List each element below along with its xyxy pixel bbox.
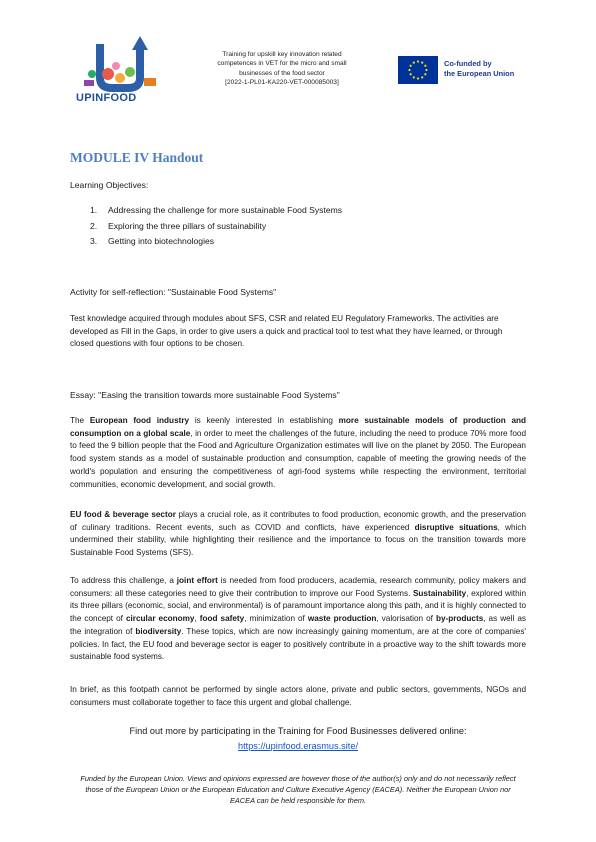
eu-cofunded-badge bbox=[398, 56, 528, 86]
objectives-heading: Learning Objectives: bbox=[70, 180, 149, 190]
project-line: Training for upskill key innovation related bbox=[222, 51, 342, 58]
eu-star-icon bbox=[424, 73, 426, 75]
bold-term: waste production bbox=[307, 614, 377, 624]
eu-star-icon bbox=[417, 60, 419, 62]
eu-star-icon bbox=[424, 65, 426, 67]
eu-star-icon bbox=[417, 77, 419, 79]
bold-term: by-products bbox=[435, 614, 484, 624]
essay-paragraph-1: The European food industry is keenly interested in establishing more sustainable models of production and consumption on a global scale, in order to meet the challenges of the future, including the need to produce 70% more food to feed the 9 billion people that the Food and Agriculture Organization estimates will live on the planet by 2050. The European food system stands as a model of sustainable production and consumption, capable of meeting the growing needs of the world's population and ensuring the competitiveness of agri-food systems while respecting the environment, territorial communities, economic development, and social growth. bbox=[70, 416, 527, 489]
project-line: competences in VET for the micro and small bbox=[217, 60, 347, 68]
bold-term: joint effort bbox=[176, 576, 218, 585]
upinfood-logo-graphic bbox=[70, 30, 175, 92]
bold-term: biodiversity bbox=[135, 626, 182, 636]
list-number: 1. bbox=[90, 205, 98, 215]
eu-star-icon bbox=[421, 76, 423, 78]
cta-text: Find out more by participating in the Training for Food Businesses delivered online: bbox=[129, 726, 467, 736]
bold-term: more sustainable models of production and consumption on a global scale bbox=[70, 416, 527, 438]
eu-star-icon bbox=[410, 73, 412, 75]
eu-flag-icon bbox=[398, 56, 438, 84]
funding-disclaimer: Funded by the European Union. Views and opinions expressed are however those of the author(s) only and do not necessarily reflect those of the European Union or the European Education and Culture Executive Agency (EACEA). Neither the European Union nor EACEA can be held responsible for them. bbox=[80, 774, 516, 805]
list-text: Getting into biotechnologies bbox=[108, 236, 215, 246]
eu-star-icon bbox=[408, 69, 410, 71]
logo-text: UPINFOOD bbox=[76, 92, 137, 104]
project-line: businesses of the food sector bbox=[239, 69, 325, 77]
essay-paragraph-4: In brief, as this footpath cannot be performed by single actors alone, private and public sectors, governments, NGOs and consumers must collaborate together to face this urgent and global challenge. bbox=[70, 685, 526, 707]
essay-paragraph-2: EU food & beverage sector plays a crucial role, as it contributes to food production, economic growth, and the preservation of culinary traditions. Recent events, such as COVID and conflicts, have experienced disruptive situations, which undermined their stability, while highlighting their resilience and the importance to focus on the transition towards more Sustainable Food Systems (SFS). bbox=[70, 510, 527, 558]
bold-term: EU food & beverage sector bbox=[70, 510, 176, 519]
bold-term: circular economy bbox=[125, 614, 195, 624]
eu-line: Co-funded by bbox=[444, 59, 492, 68]
list-text: Addressing the challenge for more sustainable Food Systems bbox=[108, 205, 343, 215]
list-number: 3. bbox=[90, 236, 98, 246]
essay-heading: Essay: "Easing the transition towards more sustainable Food Systems" bbox=[70, 390, 340, 400]
bold-term: food safety bbox=[199, 614, 245, 624]
eu-star-icon bbox=[421, 62, 423, 64]
eu-line: the European Union bbox=[444, 69, 515, 78]
bold-term: Sustainability bbox=[412, 588, 467, 598]
essay-paragraph-3: To address this challenge, a joint effort is needed from food producers, academia, research community, policy makers and consumers: all these categories need to give their contribution to improve our Food Systems. Sustainability, explored within its three pillars (economic, social, and environmental) is of paramount importance along this path, and it is highly connected to the concept of circular economy, food safety, minimization of waste production, valorisation of by-products, as well as the integration of biodiversity. These topics, which are now increasingly gaining momentum, are at the core of companies' policies. In fact, the EU food and beverage sector is eager to positively contribute in a proactive way to the shift towards more sustainable food systems. bbox=[70, 576, 526, 662]
list-item bbox=[90, 219, 520, 235]
activity-text: Test knowledge acquired through modules about SFS, CSR and related EU Regulatory Frameworks. The activities are developed as Fill in the Gaps, in order to give users a quick and practical tool to test what they have learned, or through closed questions with four options to be chosen. bbox=[70, 314, 503, 349]
eu-cofunded-text bbox=[444, 59, 514, 79]
eu-star-icon bbox=[425, 69, 427, 71]
bold-term: disruptive situations bbox=[414, 522, 498, 532]
list-number: 2. bbox=[90, 220, 98, 231]
page-header bbox=[70, 30, 530, 110]
activity-heading: Activity for self-reflection: "Sustainable Food Systems" bbox=[70, 287, 277, 297]
project-code: [2022-1-PL01-KA220-VET-000085003] bbox=[225, 78, 339, 86]
bold-term: European food industry bbox=[89, 416, 190, 425]
objectives-list bbox=[90, 203, 520, 250]
list-item bbox=[90, 203, 520, 219]
eu-star-icon bbox=[413, 76, 415, 78]
eu-star-icon bbox=[410, 65, 412, 67]
list-item bbox=[90, 234, 520, 250]
list-text: Exploring the three pillars of sustainability bbox=[108, 220, 267, 231]
eu-star-icon bbox=[413, 62, 415, 64]
upinfood-website-link[interactable]: https://upinfood.erasmus.site/ bbox=[237, 741, 358, 751]
cta-link-wrap bbox=[70, 739, 526, 753]
upinfood-logo bbox=[70, 30, 175, 110]
project-info bbox=[198, 50, 366, 87]
page-title: MODULE IV Handout bbox=[70, 150, 204, 165]
